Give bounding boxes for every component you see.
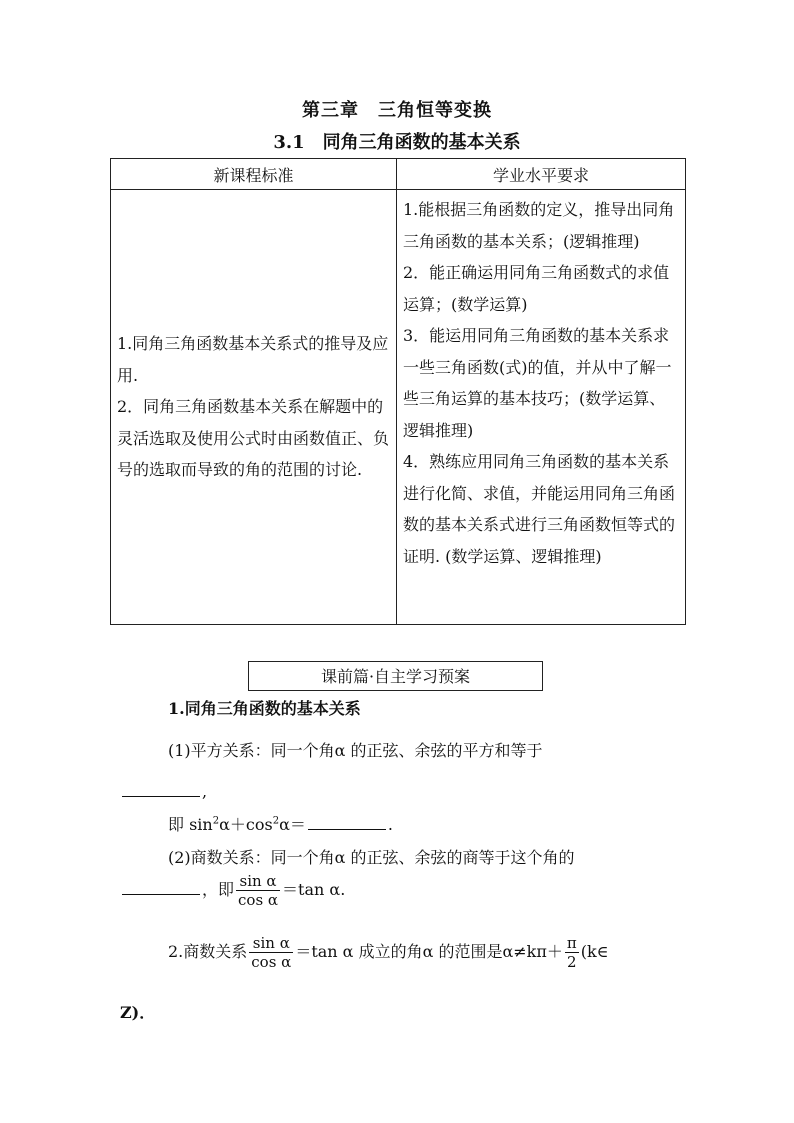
section-box-title: 课前篇·自主学习预案 bbox=[248, 661, 543, 691]
formula-text: α＋cos bbox=[219, 815, 273, 834]
range-tail: Z)． bbox=[120, 1003, 156, 1022]
period: . bbox=[387, 815, 394, 834]
requirement-cell bbox=[397, 190, 686, 625]
paragraph-quotient-relation: (2)商数关系：同一个角α 的正弦、余弦的商等于这个角的 bbox=[168, 848, 575, 867]
requirement-item: 2．能正确运用同角三角函数式的求值运算；(数学运算) bbox=[403, 263, 670, 314]
fraction-denominator: cos α bbox=[251, 953, 292, 971]
fraction-numerator: π bbox=[566, 934, 577, 952]
requirement-item: 4．熟练应用同角三角函数的基本关系进行化简、求值，并能运用同角三角函数的基本关系式进行三角函数恒等式的证明. (数学运算、逻辑推理) bbox=[403, 452, 676, 566]
paragraph-range bbox=[168, 934, 609, 971]
standards-table bbox=[110, 158, 686, 625]
formula-text: ＝tan α. bbox=[282, 880, 346, 899]
fraction bbox=[236, 872, 280, 909]
requirement-item: 3．能运用同角三角函数的基本关系求一些三角函数(式)的值，并从中了解一些三角运算的基本技巧；(数学运算、逻辑推理) bbox=[403, 326, 672, 440]
standard-cell bbox=[111, 190, 397, 625]
standard-item: 1.同角三角函数基本关系式的推导及应用. bbox=[117, 334, 389, 385]
table-header-requirement: 学业水平要求 bbox=[397, 159, 686, 190]
formula-text: (k∈ bbox=[580, 942, 609, 961]
fraction-pi-over-2 bbox=[565, 934, 579, 971]
fraction-numerator: sin α bbox=[236, 872, 280, 891]
table-header-row bbox=[111, 159, 686, 190]
formula-text: ，即 bbox=[202, 880, 235, 899]
formula-text: 即 sin bbox=[168, 815, 213, 834]
exponent: 2 bbox=[212, 815, 220, 827]
section-title: 3.1 同角三角函数的基本关系 bbox=[273, 132, 521, 153]
formula-square bbox=[168, 812, 393, 835]
fill-blank[interactable] bbox=[122, 795, 200, 797]
heading-basic-relations: 1.同角三角函数的基本关系 bbox=[168, 699, 361, 718]
fraction-denominator: cos α bbox=[238, 891, 279, 909]
standard-item: 2．同角三角函数基本关系在解题中的灵活选取及使用公式时由函数值正、负号的选取而导致的角的范围的讨论. bbox=[117, 397, 390, 480]
comma: , bbox=[202, 782, 208, 801]
requirement-item: 1.能根据三角函数的定义，推导出同角三角函数的基本关系；(逻辑推理) bbox=[403, 200, 675, 251]
formula-quotient bbox=[120, 872, 345, 909]
fraction-denominator: 2 bbox=[567, 953, 577, 971]
fraction-numerator: sin α bbox=[249, 934, 293, 953]
formula-text: 2.商数关系 bbox=[168, 942, 248, 961]
formula-text: α＝ bbox=[279, 815, 306, 834]
blank-line-1 bbox=[120, 782, 207, 801]
table-row bbox=[111, 190, 686, 625]
formula-text: ＝tan α 成立的角α 的范围是α≠kπ＋ bbox=[295, 942, 563, 961]
paragraph-square-relation: (1)平方关系：同一个角α 的正弦、余弦的平方和等于 bbox=[168, 741, 543, 760]
chapter-title: 第三章 三角恒等变换 bbox=[302, 100, 492, 121]
fill-blank[interactable] bbox=[308, 828, 386, 830]
fraction bbox=[249, 934, 293, 971]
fill-blank[interactable] bbox=[122, 893, 200, 895]
table-header-standard: 新课程标准 bbox=[111, 159, 397, 190]
exponent: 2 bbox=[272, 815, 280, 827]
